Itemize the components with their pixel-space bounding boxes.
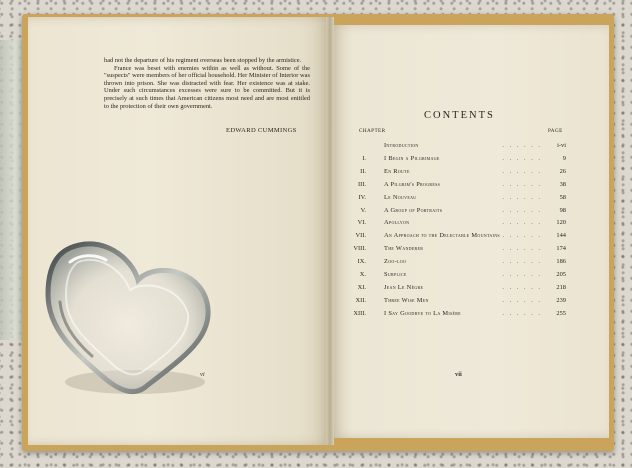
chapter-title: Zoo-loo [384, 258, 407, 266]
left-page-text [104, 57, 310, 110]
toc-entry [348, 142, 566, 151]
dot-leader: . . . . . . [502, 283, 542, 291]
chapter-number: XII. [355, 296, 366, 304]
chapter-page: 218 [556, 283, 566, 291]
chapter-title: En Route [384, 167, 410, 175]
chapter-number: II. [360, 167, 366, 175]
dot-leader: . . . . . . [502, 206, 542, 214]
chapter-title: The Wanderer [384, 245, 424, 253]
toc-entry [348, 194, 566, 203]
chapter-title: I Say Goodbye to La Misère [384, 309, 462, 317]
toc-entry [348, 232, 566, 241]
chapter-number: VI. [357, 219, 366, 227]
toc-entry [348, 207, 566, 216]
chapter-title: I Begin a Pilgrimage [384, 154, 440, 162]
chapter-page: 38 [559, 180, 566, 188]
chapter-title: Three Wise Men [384, 296, 429, 304]
left-paragraph-1: had not the departure of his regiment overseas been stopped by the armistice. [104, 57, 302, 64]
chapter-page: 239 [556, 296, 566, 304]
chapter-page: 9 [562, 154, 566, 162]
chapter-page: 144 [556, 232, 566, 240]
chapter-page: 205 [556, 271, 566, 278]
dot-leader: . . . . . . [502, 296, 542, 304]
toc-entry [348, 258, 566, 267]
toc-entry [348, 297, 566, 306]
dot-leader: . . . . . . [502, 309, 542, 317]
toc-entry [348, 168, 566, 177]
dot-leader: . . . . . . [502, 154, 542, 162]
dot-leader: . . . . . . [502, 219, 542, 227]
chapter-number: XI. [357, 283, 366, 291]
chapter-title: A Group of Portraits [384, 206, 443, 214]
toc-entry [348, 245, 566, 254]
contents-title: CONTENTS [424, 110, 495, 121]
chapter-page: 120 [556, 219, 566, 227]
chapter-page: 58 [559, 193, 566, 201]
chapter-number: VII. [355, 232, 366, 240]
chapter-title: Surplice [384, 271, 407, 278]
chapter-title: An Approach to the Delectable Mountains [384, 232, 500, 240]
chapter-page: 174 [556, 245, 566, 253]
dot-leader: . . . . . . [502, 193, 542, 201]
chapter-page: 255 [556, 309, 566, 317]
chapter-number: I. [362, 154, 366, 162]
chapter-title: Jean Le Nègre [384, 283, 424, 291]
chapter-title: Introduction [384, 142, 419, 149]
left-paragraph-2: France was beset with enemies within as well as without. Some of the "suspects" were members of her official household. Her Minister of Interior was thrown into prison. She was distracted with fear. Her existence was at stake. Under such circumstances excesses were sure to be committed. But it is precisely at such times that American citizens most need and are most entitled to the protection of their own government. [104, 64, 310, 110]
dot-leader: . . . . . . [502, 180, 542, 188]
chapter-number: XIII. [353, 309, 366, 317]
dot-leader: . . . . . . [502, 232, 542, 240]
chapter-number: VIII. [353, 245, 366, 253]
chapter-number: V. [360, 206, 366, 214]
dot-leader: . . . . . . [502, 258, 542, 266]
author-signature: EDWARD CUMMINGS [226, 127, 297, 134]
chapter-number: IX. [357, 258, 366, 266]
glass-heart-paperweight [40, 232, 218, 400]
dot-leader: . . . . . . [502, 271, 542, 278]
dot-leader: . . . . . . [502, 167, 542, 175]
glass-edge [0, 40, 24, 340]
chapter-number: IV. [358, 193, 366, 201]
toc-entry [348, 310, 566, 319]
chapter-title: A Pilgrim's Progress [384, 180, 441, 188]
chapter-column-header: CHAPTER [359, 128, 386, 134]
toc-entry [348, 181, 566, 190]
page-column-header: PAGE [548, 128, 563, 134]
chapter-page: i-vi [557, 142, 566, 149]
book-gutter [326, 17, 334, 445]
dot-leader: . . . . . . [502, 245, 542, 253]
chapter-number: III. [358, 180, 366, 188]
toc-entry [348, 284, 566, 293]
toc-entry [348, 219, 566, 228]
toc-entry [348, 155, 566, 164]
chapter-title: Apollyon [384, 219, 410, 227]
chapter-page: 186 [556, 258, 566, 266]
left-page-number: vi [200, 371, 205, 378]
dot-leader: . . . . . . [502, 142, 542, 149]
toc-entry [348, 271, 566, 280]
chapter-title: Le Nouveau [384, 193, 417, 201]
chapter-page: 98 [559, 206, 566, 214]
right-page-number: vii [455, 371, 462, 378]
chapter-page: 26 [559, 167, 566, 175]
chapter-number: X. [359, 271, 366, 278]
